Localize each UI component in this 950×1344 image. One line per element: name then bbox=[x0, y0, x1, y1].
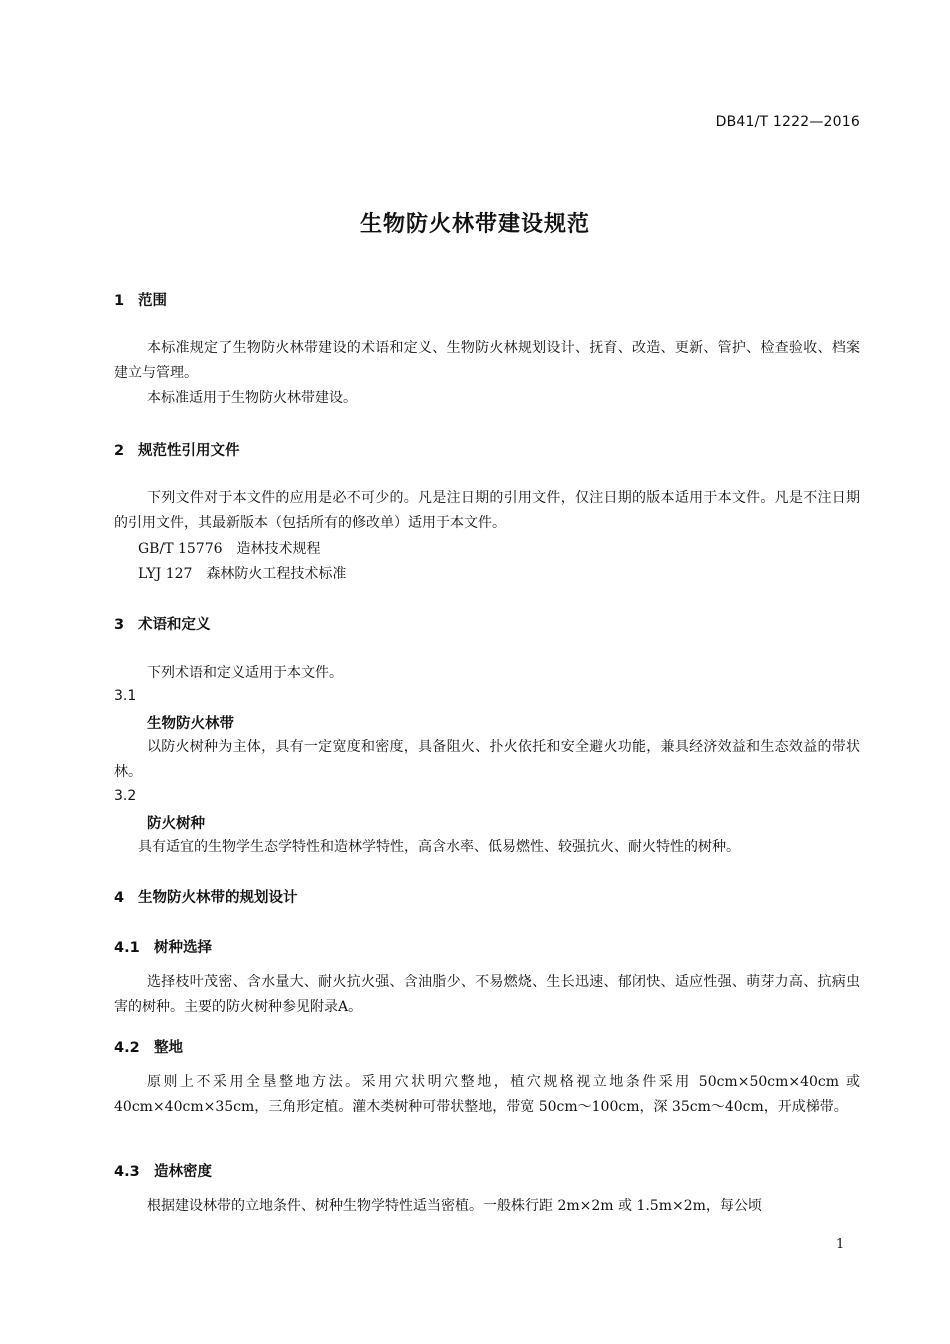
section-1-heading bbox=[114, 289, 167, 310]
reference-code: GB/T 15776 bbox=[138, 541, 223, 557]
section-number: 4.2 bbox=[114, 1040, 140, 1056]
term-name: 生物防火林带 bbox=[147, 716, 234, 732]
document-code: DB41/T 1222—2016 bbox=[715, 114, 860, 130]
term-definition: 以防火树种为主体，具有一定宽度和密度，具备阻火、扑火依托和安全避火功能，兼具经济效益和生态效益的带状林。 bbox=[114, 739, 860, 780]
section-title: 生物防火林带的规划设计 bbox=[138, 890, 298, 906]
density-paragraph: 根据建设林带的立地条件、树种生物学特性适当密植。一般株行距 2m×2m 或 1.5m×2m，每公顷 bbox=[147, 1198, 762, 1214]
section-number: 4.3 bbox=[114, 1164, 140, 1180]
section-title: 范围 bbox=[138, 293, 167, 309]
reference-code: LYJ 127 bbox=[138, 566, 193, 582]
section-2-heading bbox=[114, 439, 240, 460]
site-preparation-paragraph: 原则上不采用全垦整地方法。采用穴状明穴整地，植穴规格视立地条件采用 50cm×50cm×40cm 或 40cm×40cm×35cm，三角形定植。灌木类树种可带状整地，带宽 50cm～100cm，深 35cm～40cm，开成梯带。 bbox=[114, 1074, 860, 1115]
term-number: 3.2 bbox=[114, 788, 137, 804]
section-title: 整地 bbox=[154, 1040, 183, 1056]
references-intro-paragraph: 下列文件对于本文件的应用是必不可少的。凡是注日期的引用文件，仅注日期的版本适用于本文件。凡是不注日期的引用文件，其最新版本（包括所有的修改单）适用于本文件。 bbox=[114, 490, 860, 531]
section-number: 1 bbox=[114, 293, 125, 309]
section-number: 4 bbox=[114, 890, 125, 906]
section-4-3-heading bbox=[114, 1160, 212, 1181]
reference-item bbox=[138, 563, 346, 583]
terms-intro-paragraph: 下列术语和定义适用于本文件。 bbox=[147, 665, 343, 681]
reference-item bbox=[138, 538, 321, 558]
section-title: 术语和定义 bbox=[138, 617, 211, 633]
scope-paragraph-1: 本标准规定了生物防火林带建设的术语和定义、生物防火林规划设计、抚育、改造、更新、管护、检查验收、档案建立与管理。 bbox=[114, 340, 860, 381]
section-title: 造林密度 bbox=[154, 1164, 212, 1180]
section-title: 规范性引用文件 bbox=[138, 443, 240, 459]
section-3-heading bbox=[114, 613, 211, 634]
species-paragraph: 选择枝叶茂密、含水量大、耐火抗火强、含油脂少、不易燃烧、生长迅速、郁闭快、适应性强、萌芽力高、抗病虫害的树种。主要的防火树种参见附录A。 bbox=[114, 974, 860, 1015]
section-4-heading bbox=[114, 886, 298, 907]
page-number: 1 bbox=[836, 1237, 845, 1252]
term-number: 3.1 bbox=[114, 688, 137, 704]
section-number: 3 bbox=[114, 617, 125, 633]
section-number: 2 bbox=[114, 443, 125, 459]
reference-name: 造林技术规程 bbox=[236, 541, 321, 557]
term-definition: 具有适宜的生物学生态学特性和造林学特性，高含水率、低易燃性、较强抗火、耐火特性的树种。 bbox=[138, 839, 740, 855]
term-name: 防火树种 bbox=[147, 816, 205, 832]
reference-name: 森林防火工程技术标准 bbox=[206, 566, 347, 582]
document-title: 生物防火林带建设规范 bbox=[359, 212, 590, 237]
section-title: 树种选择 bbox=[154, 940, 212, 956]
section-4-2-heading bbox=[114, 1036, 183, 1057]
scope-paragraph-2: 本标准适用于生物防火林带建设。 bbox=[147, 390, 357, 406]
section-number: 4.1 bbox=[114, 940, 140, 956]
section-4-1-heading bbox=[114, 936, 212, 957]
